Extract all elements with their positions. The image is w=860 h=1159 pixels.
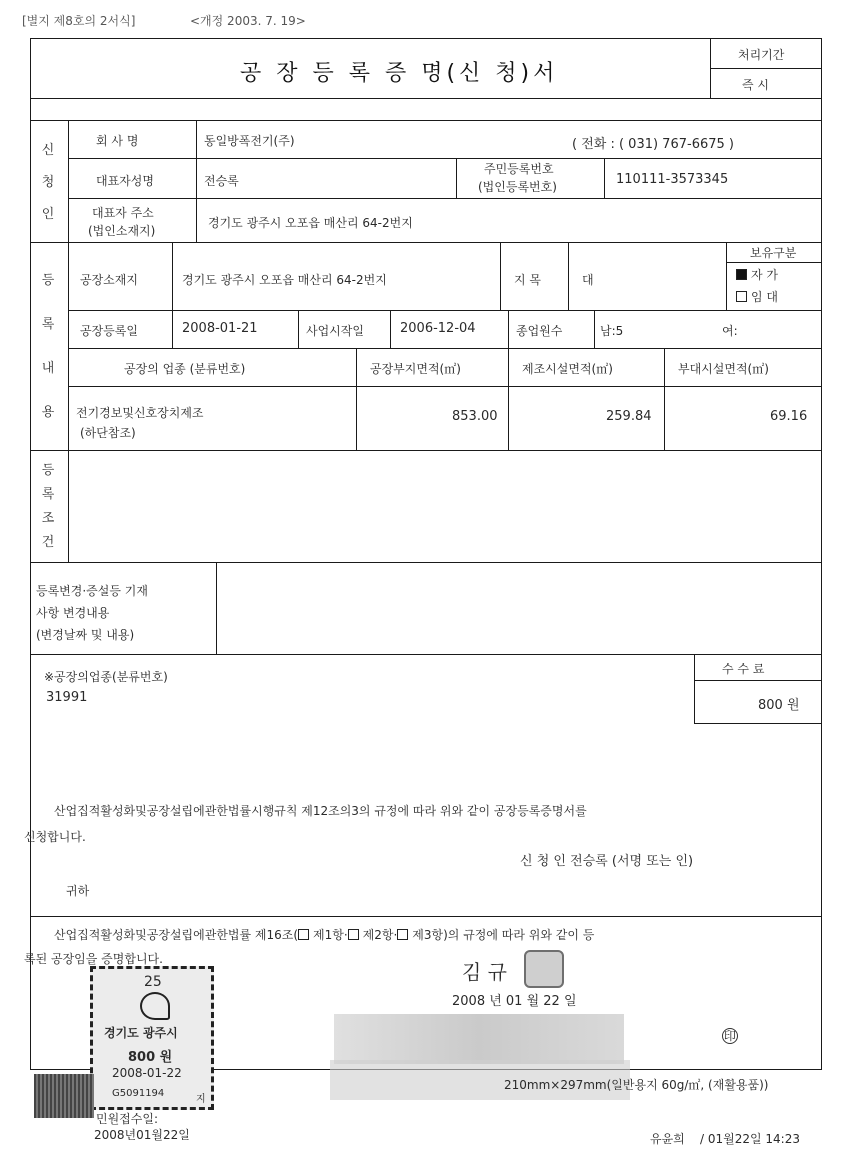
land-category-label: 지 목 (514, 273, 541, 287)
changes-label-2: 사항 변경내용 (36, 606, 110, 620)
clerk-name: 유윤희 (650, 1132, 685, 1146)
industry-value: 전기경보및신호장치제조 (76, 406, 204, 420)
ownership-lease (736, 288, 778, 305)
cert-opt2: 제2항· (362, 928, 398, 942)
factory-location-label: 공장소재지 (80, 273, 138, 287)
conditions-label-3: 조 (41, 511, 55, 526)
conditions-label-2: 록 (41, 487, 55, 502)
stamp-city: 경기도 광주시 (104, 1026, 178, 1040)
applicant-label-2: 청 (41, 175, 55, 190)
certification-date: 2008 년 01 월 22 일 (452, 994, 577, 1009)
conditions-label-1: 등 (41, 463, 55, 478)
industry-code-note: ※공장의업종(분류번호) (44, 670, 168, 684)
rep-name-value: 전승록 (204, 174, 239, 188)
employees-female: 여: (722, 324, 738, 338)
lease-label: 임 대 (751, 290, 778, 304)
cert-opt1-checkbox (298, 929, 309, 940)
applicant-label-1: 신 (41, 143, 55, 158)
stamp-amount: 800 원 (128, 1050, 173, 1065)
form-number: [별지 제8호의 2서식] (22, 14, 136, 28)
cert-opt3: 제3항)의 규정에 따라 위와 같이 등 (412, 928, 595, 942)
registration-label-2: 록 (41, 317, 55, 332)
application-statement: 산업집적활성화및공장설립에관한법률시행규칙 제12조의3의 규정에 따라 위와 같이 공장등록증명서를 (54, 804, 587, 818)
reg-no-label-2: (법인등록번호) (478, 180, 557, 194)
seal-mark: 印 (723, 1029, 736, 1043)
stamp-number: 25 (144, 974, 162, 990)
processing-period-label: 처리기간 (738, 48, 785, 62)
own-label: 자 가 (751, 268, 778, 282)
mfg-area-header: 제조시설면적(㎡) (522, 362, 613, 376)
received-date: 2008년01월22일 (94, 1128, 190, 1142)
industry-code-value: 31991 (46, 690, 88, 705)
employees-label: 종업원수 (516, 324, 563, 338)
processing-period-value: 즉 시 (742, 78, 769, 92)
site-area-value: 853.00 (452, 409, 498, 424)
rep-name-label: 대표자성명 (96, 174, 154, 188)
print-timestamp: / 01월22일 14:23 (700, 1132, 800, 1146)
reg-date-label: 공장등록일 (80, 324, 138, 338)
cert-opt3-checkbox (397, 929, 408, 940)
industry-column-header: 공장의 업종 (분류번호) (124, 362, 246, 376)
employees-male: 남:5 (600, 324, 624, 338)
company-name-label: 회 사 명 (96, 134, 139, 148)
certification-statement (54, 926, 594, 943)
mfg-area-value: 259.84 (606, 409, 652, 424)
rep-address-value: 경기도 광주시 오포읍 매산리 64-2번지 (208, 216, 413, 230)
scan-artifact (34, 1074, 94, 1118)
aux-area-header: 부대시설면적(㎡) (678, 362, 769, 376)
cert-opt2-checkbox (348, 929, 359, 940)
revision-date: <개정 2003. 7. 19> (190, 14, 306, 28)
registration-label-4: 용 (41, 405, 55, 420)
lease-checkbox (736, 291, 747, 302)
phone-value: ( 전화 : ( 031) 767-6675 ) (572, 137, 734, 152)
application-statement-2: 신청합니다. (24, 830, 86, 844)
certification-statement-2: 록된 공장임을 증명합니다. (24, 952, 163, 966)
factory-location-value: 경기도 광주시 오포읍 매산리 64-2번지 (182, 273, 387, 287)
start-date-value: 2006-12-04 (400, 321, 476, 336)
received-label: 민원접수일: (96, 1112, 159, 1126)
signer-name: 김 규 (462, 960, 507, 984)
cert-opt1: 제1항· (313, 928, 348, 942)
company-name-value: 동일방폭전기(주) (204, 134, 295, 148)
own-checkbox (736, 269, 747, 280)
reg-no-label: 주민등록번호 (484, 162, 554, 176)
conditions-label-4: 건 (41, 535, 55, 550)
stamp-emblem-icon (140, 992, 170, 1020)
cert-text-1: 산업집적활성화및공장설립에관한법률 제16조( (54, 928, 299, 942)
addressee: 귀하 (66, 884, 90, 898)
rep-address-label: 대표자 주소 (92, 206, 154, 220)
industry-note: (하단참조) (80, 426, 136, 440)
aux-area-value: 69.16 (770, 409, 808, 424)
registration-label-3: 내 (41, 361, 55, 376)
site-area-header: 공장부지면적(㎡) (370, 362, 461, 376)
form-title: 공 장 등 록 증 명(신 청)서 (240, 61, 559, 86)
signer-seal (524, 950, 564, 988)
changes-label-3: (변경날짜 및 내용) (36, 628, 135, 642)
paper-spec: 210mm×297mm(일반용지 60g/㎡, (재활용품)) (504, 1078, 769, 1092)
reg-date-value: 2008-01-21 (182, 321, 258, 336)
land-category-value: 대 (582, 273, 594, 287)
fee-label: 수 수 료 (722, 662, 765, 676)
rep-address-label-2: (법인소재지) (88, 224, 156, 238)
official-seal (334, 1014, 624, 1064)
fee-value: 800 원 (758, 698, 800, 713)
applicant-signature-line: 신 청 인 전승록 (서명 또는 인) (520, 854, 694, 869)
stamp-corner: 지 (196, 1094, 206, 1105)
ownership-own (736, 266, 778, 283)
start-date-label: 사업시작일 (306, 324, 364, 338)
stamp-date: 2008-01-22 (112, 1066, 182, 1080)
reg-no-value: 110111-3573345 (616, 172, 729, 187)
stamp-serial: G5091194 (112, 1088, 165, 1099)
applicant-label-3: 인 (41, 207, 55, 222)
changes-label-1: 등록변경·증설등 기재 (36, 584, 148, 598)
ownership-label: 보유구분 (750, 246, 797, 260)
registration-label-1: 등 (41, 273, 55, 288)
